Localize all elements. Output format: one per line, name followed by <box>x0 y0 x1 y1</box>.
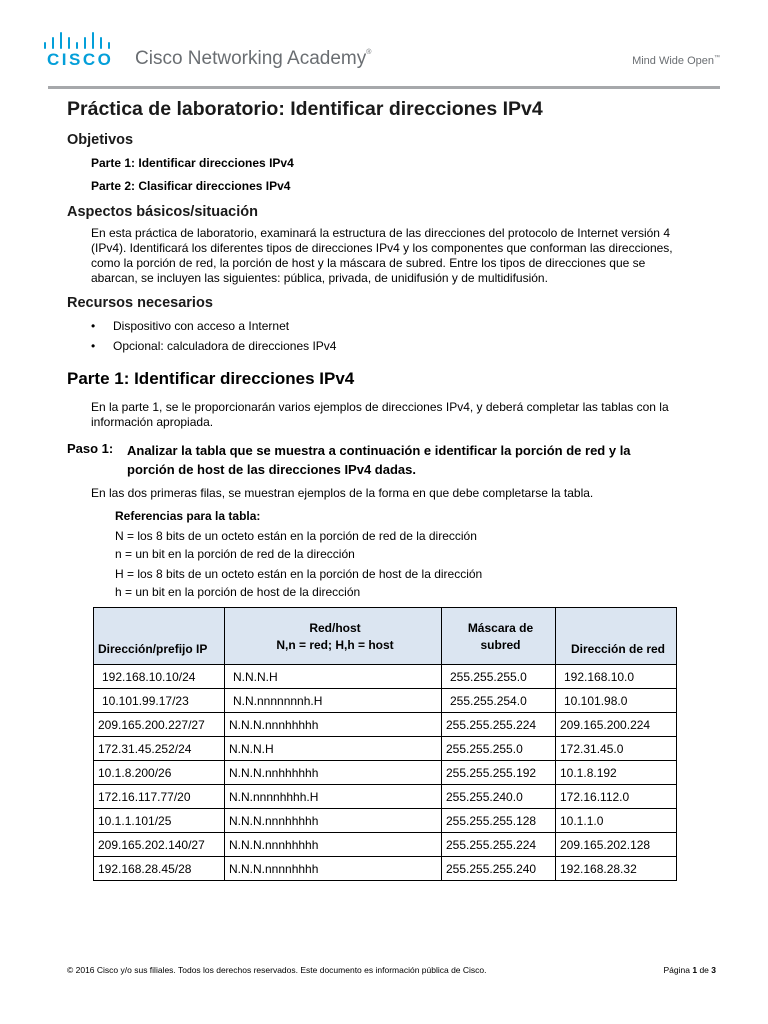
header-rule <box>48 86 720 89</box>
table-row <box>94 737 677 761</box>
part1-heading: Parte 1: Identificar direcciones IPv4 <box>67 369 355 388</box>
objective-item: Parte 2: Clasificar direcciones IPv4 <box>91 179 291 193</box>
table-row <box>94 809 677 833</box>
cell-net-host[interactable]: N.N.N.H <box>225 737 442 761</box>
cell-mask[interactable]: 255.255.255.0 <box>442 737 556 761</box>
ref-item: n = un bit en la porción de red de la dirección <box>115 547 355 561</box>
cell-net-host[interactable]: N.N.N.nnnhhhhh <box>225 809 442 833</box>
objective-item: Parte 1: Identificar direcciones IPv4 <box>91 156 294 170</box>
col-network: Dirección de red <box>556 608 677 665</box>
page-number: Página 1 de 3 <box>663 965 716 975</box>
cell-net-host[interactable]: N.N.N.nnhhhhhh <box>225 761 442 785</box>
cisco-logo-bars-icon <box>44 31 116 49</box>
bullet-icon: • <box>91 339 96 353</box>
resource-item: • Opcional: calculadora de direcciones IPv4 <box>91 339 337 353</box>
part1-paragraph: En la parte 1, se le proporcionarán varios ejemplos de direcciones IPv4, y deberá completar las tablas con la información apropiada. <box>91 400 669 429</box>
cell-ip: 172.31.45.252/24 <box>94 737 225 761</box>
col-ip-prefix: Dirección/prefijo IP <box>94 608 225 665</box>
cell-ip: 209.165.202.140/27 <box>94 833 225 857</box>
cell-ip: 10.1.1.101/25 <box>94 809 225 833</box>
table-intro: En las dos primeras filas, se muestran ejemplos de la forma en que debe completarse la tabla. <box>91 486 594 500</box>
background-paragraph: En esta práctica de laboratorio, examinará la estructura de las direcciones del protocolo de Internet versión 4 (IPv4). Identificará los diferentes tipos de direcciones IPv4 y los componentes que conforman las direcciones, como la porción de red, la porción de host y la máscara de subred. Entre los tipos de direcciones que se abarcan, se incluyen las siguientes: pública, privada, de unidifusión y de multidifusión. <box>91 226 673 285</box>
ref-item: N = los 8 bits de un octeto están en la porción de red de la dirección <box>115 529 477 543</box>
table-header-row <box>94 608 677 665</box>
cell-network[interactable]: 172.31.45.0 <box>556 737 677 761</box>
cell-ip: 10.1.8.200/26 <box>94 761 225 785</box>
col-mask: Máscara de subred <box>442 608 556 665</box>
table-row <box>94 761 677 785</box>
cisco-wordmark: CISCO <box>47 50 114 69</box>
resource-item: • Dispositivo con acceso a Internet <box>91 319 290 333</box>
ref-item: h = un bit en la porción de host de la dirección <box>115 585 361 599</box>
step-title: Analizar la tabla que se muestra a continuación e identificar la porción de red y la porción de host de las direcciones IPv4 dadas. <box>127 443 631 477</box>
table-row <box>94 857 677 881</box>
cell-mask[interactable]: 255.255.255.224 <box>442 833 556 857</box>
cell-network[interactable]: 209.165.202.128 <box>556 833 677 857</box>
cell-network[interactable]: 10.1.1.0 <box>556 809 677 833</box>
refs-title: Referencias para la tabla: <box>115 509 261 523</box>
cell-net-host[interactable]: N.N.nnnnhhhh.H <box>225 785 442 809</box>
cell-network[interactable]: 172.16.112.0 <box>556 785 677 809</box>
cell-network: 10.101.98.0 <box>556 689 677 713</box>
resources-heading: Recursos necesarios <box>67 295 213 311</box>
cell-mask[interactable]: 255.255.255.192 <box>442 761 556 785</box>
step-label: Paso 1: <box>67 441 114 456</box>
cell-network[interactable]: 10.1.8.192 <box>556 761 677 785</box>
ref-item: H = los 8 bits de un octeto están en la porción de host de la dirección <box>115 567 483 581</box>
cell-mask: 255.255.254.0 <box>442 689 556 713</box>
page-title: Práctica de laboratorio: Identificar direcciones IPv4 <box>67 98 543 120</box>
table-row <box>94 689 677 713</box>
cell-mask[interactable]: 255.255.255.128 <box>442 809 556 833</box>
ipv4-table <box>93 607 677 881</box>
table-row <box>94 665 677 689</box>
cell-mask[interactable]: 255.255.255.224 <box>442 713 556 737</box>
cell-mask: 255.255.255.0 <box>442 665 556 689</box>
cell-ip: 172.16.117.77/20 <box>94 785 225 809</box>
col-net-host: Red/host N,n = red; H,h = host <box>225 608 442 665</box>
table-row <box>94 785 677 809</box>
bullet-icon: • <box>91 319 96 333</box>
cell-net-host[interactable]: N.N.N.nnnhhhhh <box>225 713 442 737</box>
cell-ip: 209.165.200.227/27 <box>94 713 225 737</box>
cell-network[interactable]: 209.165.200.224 <box>556 713 677 737</box>
tagline: Mind Wide Open™ <box>632 55 720 67</box>
background-heading: Aspectos básicos/situación <box>67 204 258 220</box>
cell-network[interactable]: 192.168.28.32 <box>556 857 677 881</box>
cell-net-host: N.N.N.H <box>225 665 442 689</box>
cell-network: 192.168.10.0 <box>556 665 677 689</box>
cell-net-host[interactable]: N.N.N.nnnnhhhh <box>225 857 442 881</box>
cell-net-host[interactable]: N.N.N.nnnhhhhh <box>225 833 442 857</box>
objectives-heading: Objetivos <box>67 132 134 148</box>
cell-ip: 192.168.10.10/24 <box>94 665 225 689</box>
footer-copyright: © 2016 Cisco y/o sus filiales. Todos los derechos reservados. Este documento es información pública de Cisco. <box>67 965 487 975</box>
cell-mask[interactable]: 255.255.255.240 <box>442 857 556 881</box>
cell-net-host: N.N.nnnnnnnh.H <box>225 689 442 713</box>
academy-name: Cisco Networking Academy® <box>135 48 372 69</box>
cell-mask[interactable]: 255.255.240.0 <box>442 785 556 809</box>
table-row <box>94 713 677 737</box>
cell-ip: 10.101.99.17/23 <box>94 689 225 713</box>
table-row <box>94 833 677 857</box>
cell-ip: 192.168.28.45/28 <box>94 857 225 881</box>
